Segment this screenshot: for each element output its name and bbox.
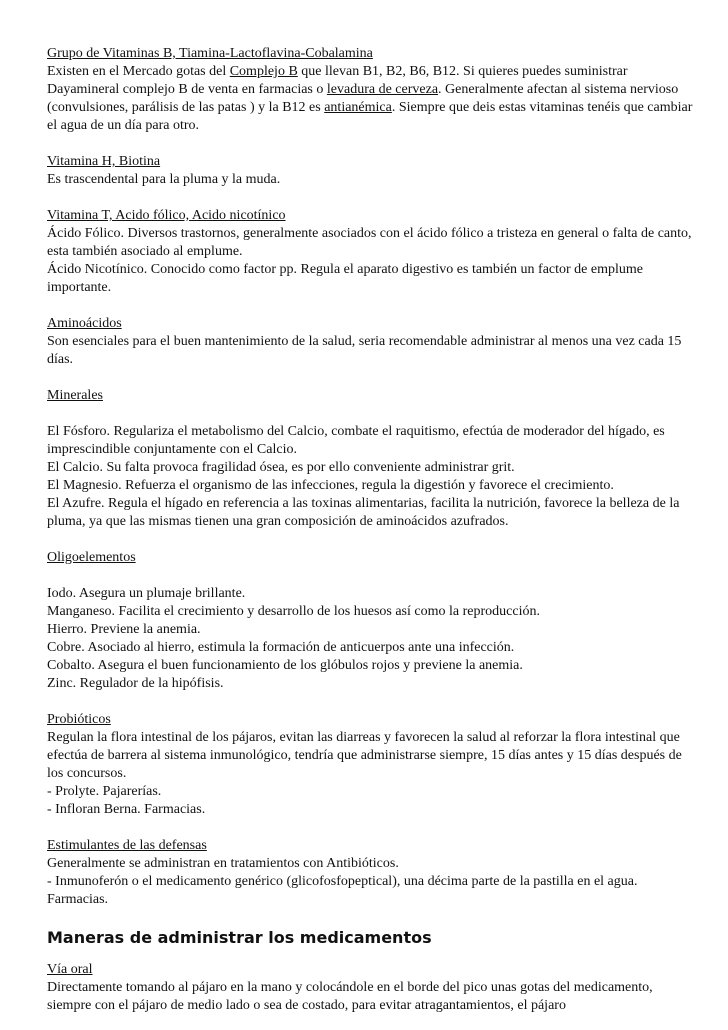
section-aminoacidos (47, 315, 697, 369)
section-line: Ácido Nicotínico. Conocido como factor pp. Regula el aparato digestivo es también un factor de emplume importante. (47, 262, 643, 295)
section-title: Vitamina H, Biotina (47, 154, 161, 169)
section-line: Cobre. Asociado al hierro, estimula la formación de anticuerpos ante una infección. (47, 640, 515, 655)
page-heading: Maneras de administrar los medicamentos (47, 928, 432, 947)
section-estimulantes (47, 837, 697, 909)
document-page (47, 45, 697, 1015)
section-line: - Inmunoferón o el medicamento genérico (glicofosfopeptical), una décima parte de la pastilla en el agua. Farmacias. (47, 874, 638, 907)
text-run: . Generalmente afectan al sistema nervioso (convulsiones, parálisis de las patas ) y la B12 es (47, 82, 679, 115)
section-probioticos (47, 711, 697, 819)
section-text: Directamente tomando al pájaro en la mano y colocándole en el borde del pico unas gotas del medicamento, siempre con el pájaro de medio lado o sea de costado, para evitar atragantamientos, el pájaro (47, 980, 653, 1013)
section-line: El Fósforo. Regulariza el metabolismo del Calcio, combate el raquitismo, efectúa de moderador del hígado, es imprescindible conjuntamente con el Calcio. (47, 424, 665, 457)
section-title: Oligoelementos (47, 550, 136, 565)
section-oligoelementos (47, 549, 697, 693)
section-vitamina-h (47, 153, 697, 189)
section-title: Probióticos (47, 712, 111, 727)
section-line: El Azufre. Regula el hígado en referencia a las toxinas alimentarias, facilita la nutrición, favorece la belleza de la pluma, ya que las mismas tienen una gran composición de aminoácidos azufrados. (47, 496, 680, 529)
section-text: Es trascendental para la pluma y la muda. (47, 172, 281, 187)
section-minerales (47, 387, 697, 531)
section-title: Vitamina T, Acido fólico, Acido nicotínico (47, 208, 286, 223)
section-title: Grupo de Vitaminas B, Tiamina-Lactoflavina-Cobalamina (47, 46, 373, 61)
text-run: Existen en el Mercado gotas del (47, 64, 230, 79)
section-line: Zinc. Regulador de la hipófisis. (47, 676, 224, 691)
link-levadura-de-cerveza[interactable]: levadura de cerveza (326, 82, 439, 97)
section-vitamina-t (47, 207, 697, 297)
section-line: El Magnesio. Refuerza el organismo de las infecciones, regula la digestión y favorece el crecimiento. (47, 478, 614, 493)
section-line: Generalmente se administran en tratamientos con Antibióticos. (47, 856, 399, 871)
section-line: Ácido Fólico. Diversos trastornos, generalmente asociados con el ácido fólico a tristeza en general o falta de canto, esta también asociado al emplume. (47, 226, 692, 259)
section-title: Minerales (47, 388, 103, 403)
spacer (47, 567, 697, 585)
text-run: . Siempre que deis estas vitaminas tenéis que cambiar el agua de un día para otro. (47, 100, 693, 133)
section-text (47, 63, 697, 135)
section-line: Manganeso. Facilita el crecimiento y desarrollo de los huesos así como la reproducción. (47, 604, 540, 619)
section-vitaminas-b (47, 45, 697, 135)
link-complejo-b[interactable]: Complejo B (229, 64, 298, 79)
section-line: Iodo. Asegura un plumaje brillante. (47, 586, 246, 601)
section-line: Regulan la flora intestinal de los pájaros, evitan las diarreas y favorecen la salud al reforzar la flora intestinal que efectúa de barrera al sistema inmunológico, tendría que administrarse siempre, 15 días antes y 15 días después de los concursos. (47, 730, 682, 781)
section-line: Hierro. Previene la anemia. (47, 622, 201, 637)
section-line: - Infloran Berna. Farmacias. (47, 802, 206, 817)
section-text: Son esenciales para el buen mantenimiento de la salud, seria recomendable administrar al menos una vez cada 15 días. (47, 334, 682, 367)
spacer (47, 405, 697, 423)
link-antianemica[interactable]: antianémica (324, 100, 392, 115)
section-title: Estimulantes de las defensas (47, 838, 207, 853)
text-run: que llevan B1, B2, B6, B12. Si quieres puedes suministrar Dayamineral complejo B de venta en farmacias o (47, 64, 628, 97)
section-title: Vía oral (47, 962, 93, 977)
section-line: El Calcio. Su falta provoca fragilidad ósea, es por ello conveniente administrar grit. (47, 460, 515, 475)
section-title: Aminoácidos (47, 316, 122, 331)
section-via-oral (47, 961, 697, 1015)
section-line: Cobalto. Asegura el buen funcionamiento de los glóbulos rojos y previene la anemia. (47, 658, 523, 673)
section-line: - Prolyte. Pajarerías. (47, 784, 162, 799)
